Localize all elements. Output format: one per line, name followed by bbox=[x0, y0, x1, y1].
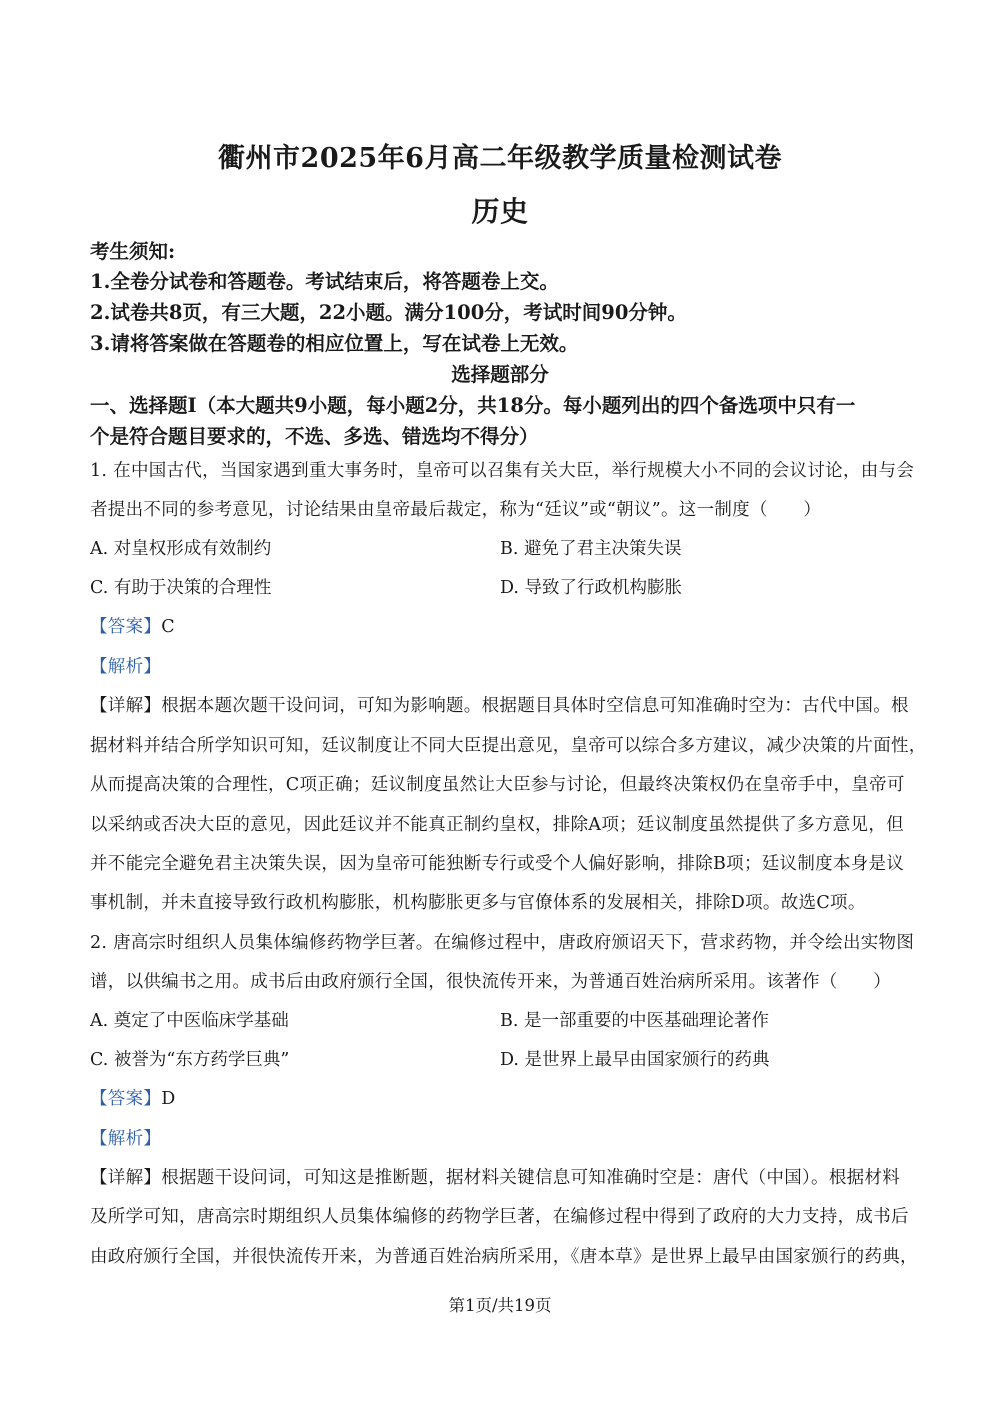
page-footer: 第1页/共19页 bbox=[448, 1296, 552, 1315]
q2-option-b: B. 是一部重要的中医基础理论著作 bbox=[500, 1011, 769, 1031]
exam-title: 衢州市2025年6月高二年级教学质量检测试卷 bbox=[218, 143, 782, 174]
q2-detail-line-2: 及所学可知，唐高宗时期组织人员集体编修的药物学巨著，在编修过程中得到了政府的大力支持，成书后 bbox=[90, 1207, 909, 1227]
answer-value: C bbox=[161, 617, 175, 637]
q1-detail-line-4: 以采纳或否决大臣的意见，因此廷议并不能真正制约皇权，排除A项；廷议制度虽然提供了多方意见，但 bbox=[90, 815, 904, 835]
part-heading-line-1: 一、选择题Ⅰ（本大题共9小题，每小题2分，共18分。每小题列出的四个备选项中只有一 bbox=[90, 394, 856, 417]
notice-heading: 考生须知: bbox=[90, 240, 176, 263]
detail-text: 根据本题次题干设问词，可知为影响题。根据题目具体时空信息可知准确时空为：古代中国。根 bbox=[161, 696, 909, 716]
q1-stem-line-2: 者提出不同的参考意见，讨论结果由皇帝最后裁定，称为“廷议”或“朝议”。这一制度（ ） bbox=[90, 500, 822, 520]
analysis-tag: 【解析】 bbox=[90, 1129, 162, 1149]
q2-answer bbox=[90, 1085, 176, 1110]
q1-detail-line-5: 并不能完全避免君主决策失误，因为皇帝可能独断专行或受个人偏好影响，排除B项；廷议制度本身是议 bbox=[90, 854, 905, 874]
notice-item-2: 2.试卷共8页，有三大题，22小题。满分100分，考试时间90分钟。 bbox=[90, 301, 687, 324]
detail-text: 根据题干设问词，可知这是推断题，据材料关键信息可知准确时空是：唐代（中国）。根据材料 bbox=[161, 1168, 901, 1188]
q2-detail-line-3: 由政府颁行全国，并很快流传开来，为普通百姓治病所采用，《唐本草》是世界上最早由国家颁行的药典， bbox=[90, 1247, 918, 1267]
q2-stem-line-2: 谱，以供编书之用。成书后由政府颁行全国，很快流传开来，为普通百姓治病所采用。该著作（ ） bbox=[90, 972, 891, 992]
answer-tag: 【答案】 bbox=[90, 617, 162, 637]
detail-tag: 【详解】 bbox=[90, 1168, 162, 1188]
answer-value: D bbox=[161, 1089, 176, 1109]
notice-item-1: 1.全卷分试卷和答题卷。考试结束后，将答题卷上交。 bbox=[90, 270, 559, 293]
q1-option-b: B. 避免了君主决策失误 bbox=[500, 539, 682, 559]
q2-detail-line-1 bbox=[90, 1164, 900, 1189]
q1-detail-line-1 bbox=[90, 692, 909, 717]
subject-title: 历史 bbox=[471, 195, 529, 228]
q1-detail-line-6: 事机制，并未直接导致行政机构膨胀，机构膨胀更多与官僚体系的发展相关，排除D项。故选C项。 bbox=[90, 893, 866, 913]
q2-option-a: A. 奠定了中医临床学基础 bbox=[90, 1011, 289, 1031]
q2-analysis-heading bbox=[90, 1125, 161, 1150]
q2-option-c: C. 被誉为“东方药学巨典” bbox=[90, 1050, 290, 1070]
analysis-tag: 【解析】 bbox=[90, 657, 162, 677]
q2-stem-line-1: 2. 唐高宗时组织人员集体编修药物学巨著。在编修过程中，唐政府颁诏天下，营求药物，并令绘出实物图 bbox=[90, 933, 915, 953]
detail-tag: 【详解】 bbox=[90, 696, 162, 716]
q1-detail-line-3: 从而提高决策的合理性，C项正确；廷议制度虽然让大臣参与讨论，但最终决策权仍在皇帝手中，皇帝可 bbox=[90, 775, 905, 795]
q1-option-d: D. 导致了行政机构膨胀 bbox=[500, 578, 683, 598]
part-heading-line-2: 个是符合题目要求的，不选、多选、错选均不得分） bbox=[90, 425, 539, 448]
section-heading: 选择题部分 bbox=[451, 363, 549, 386]
q1-option-c: C. 有助于决策的合理性 bbox=[90, 578, 272, 598]
notice-item-3: 3.请将答案做在答题卷的相应位置上，写在试卷上无效。 bbox=[90, 332, 579, 355]
q1-analysis-heading bbox=[90, 653, 161, 678]
answer-tag: 【答案】 bbox=[90, 1089, 162, 1109]
q1-option-a: A. 对皇权形成有效制约 bbox=[90, 539, 272, 559]
q2-option-d: D. 是世界上最早由国家颁行的药典 bbox=[500, 1050, 770, 1070]
q1-stem-line-1: 1. 在中国古代，当国家遇到重大事务时，皇帝可以召集有关大臣，举行规模大小不同的会议讨论，由与会 bbox=[90, 461, 915, 481]
q1-answer bbox=[90, 613, 175, 638]
q1-detail-line-2: 据材料并结合所学知识可知，廷议制度让不同大臣提出意见，皇帝可以综合多方建议，减少决策的片面性， bbox=[90, 736, 927, 756]
exam-page bbox=[90, 0, 927, 1414]
